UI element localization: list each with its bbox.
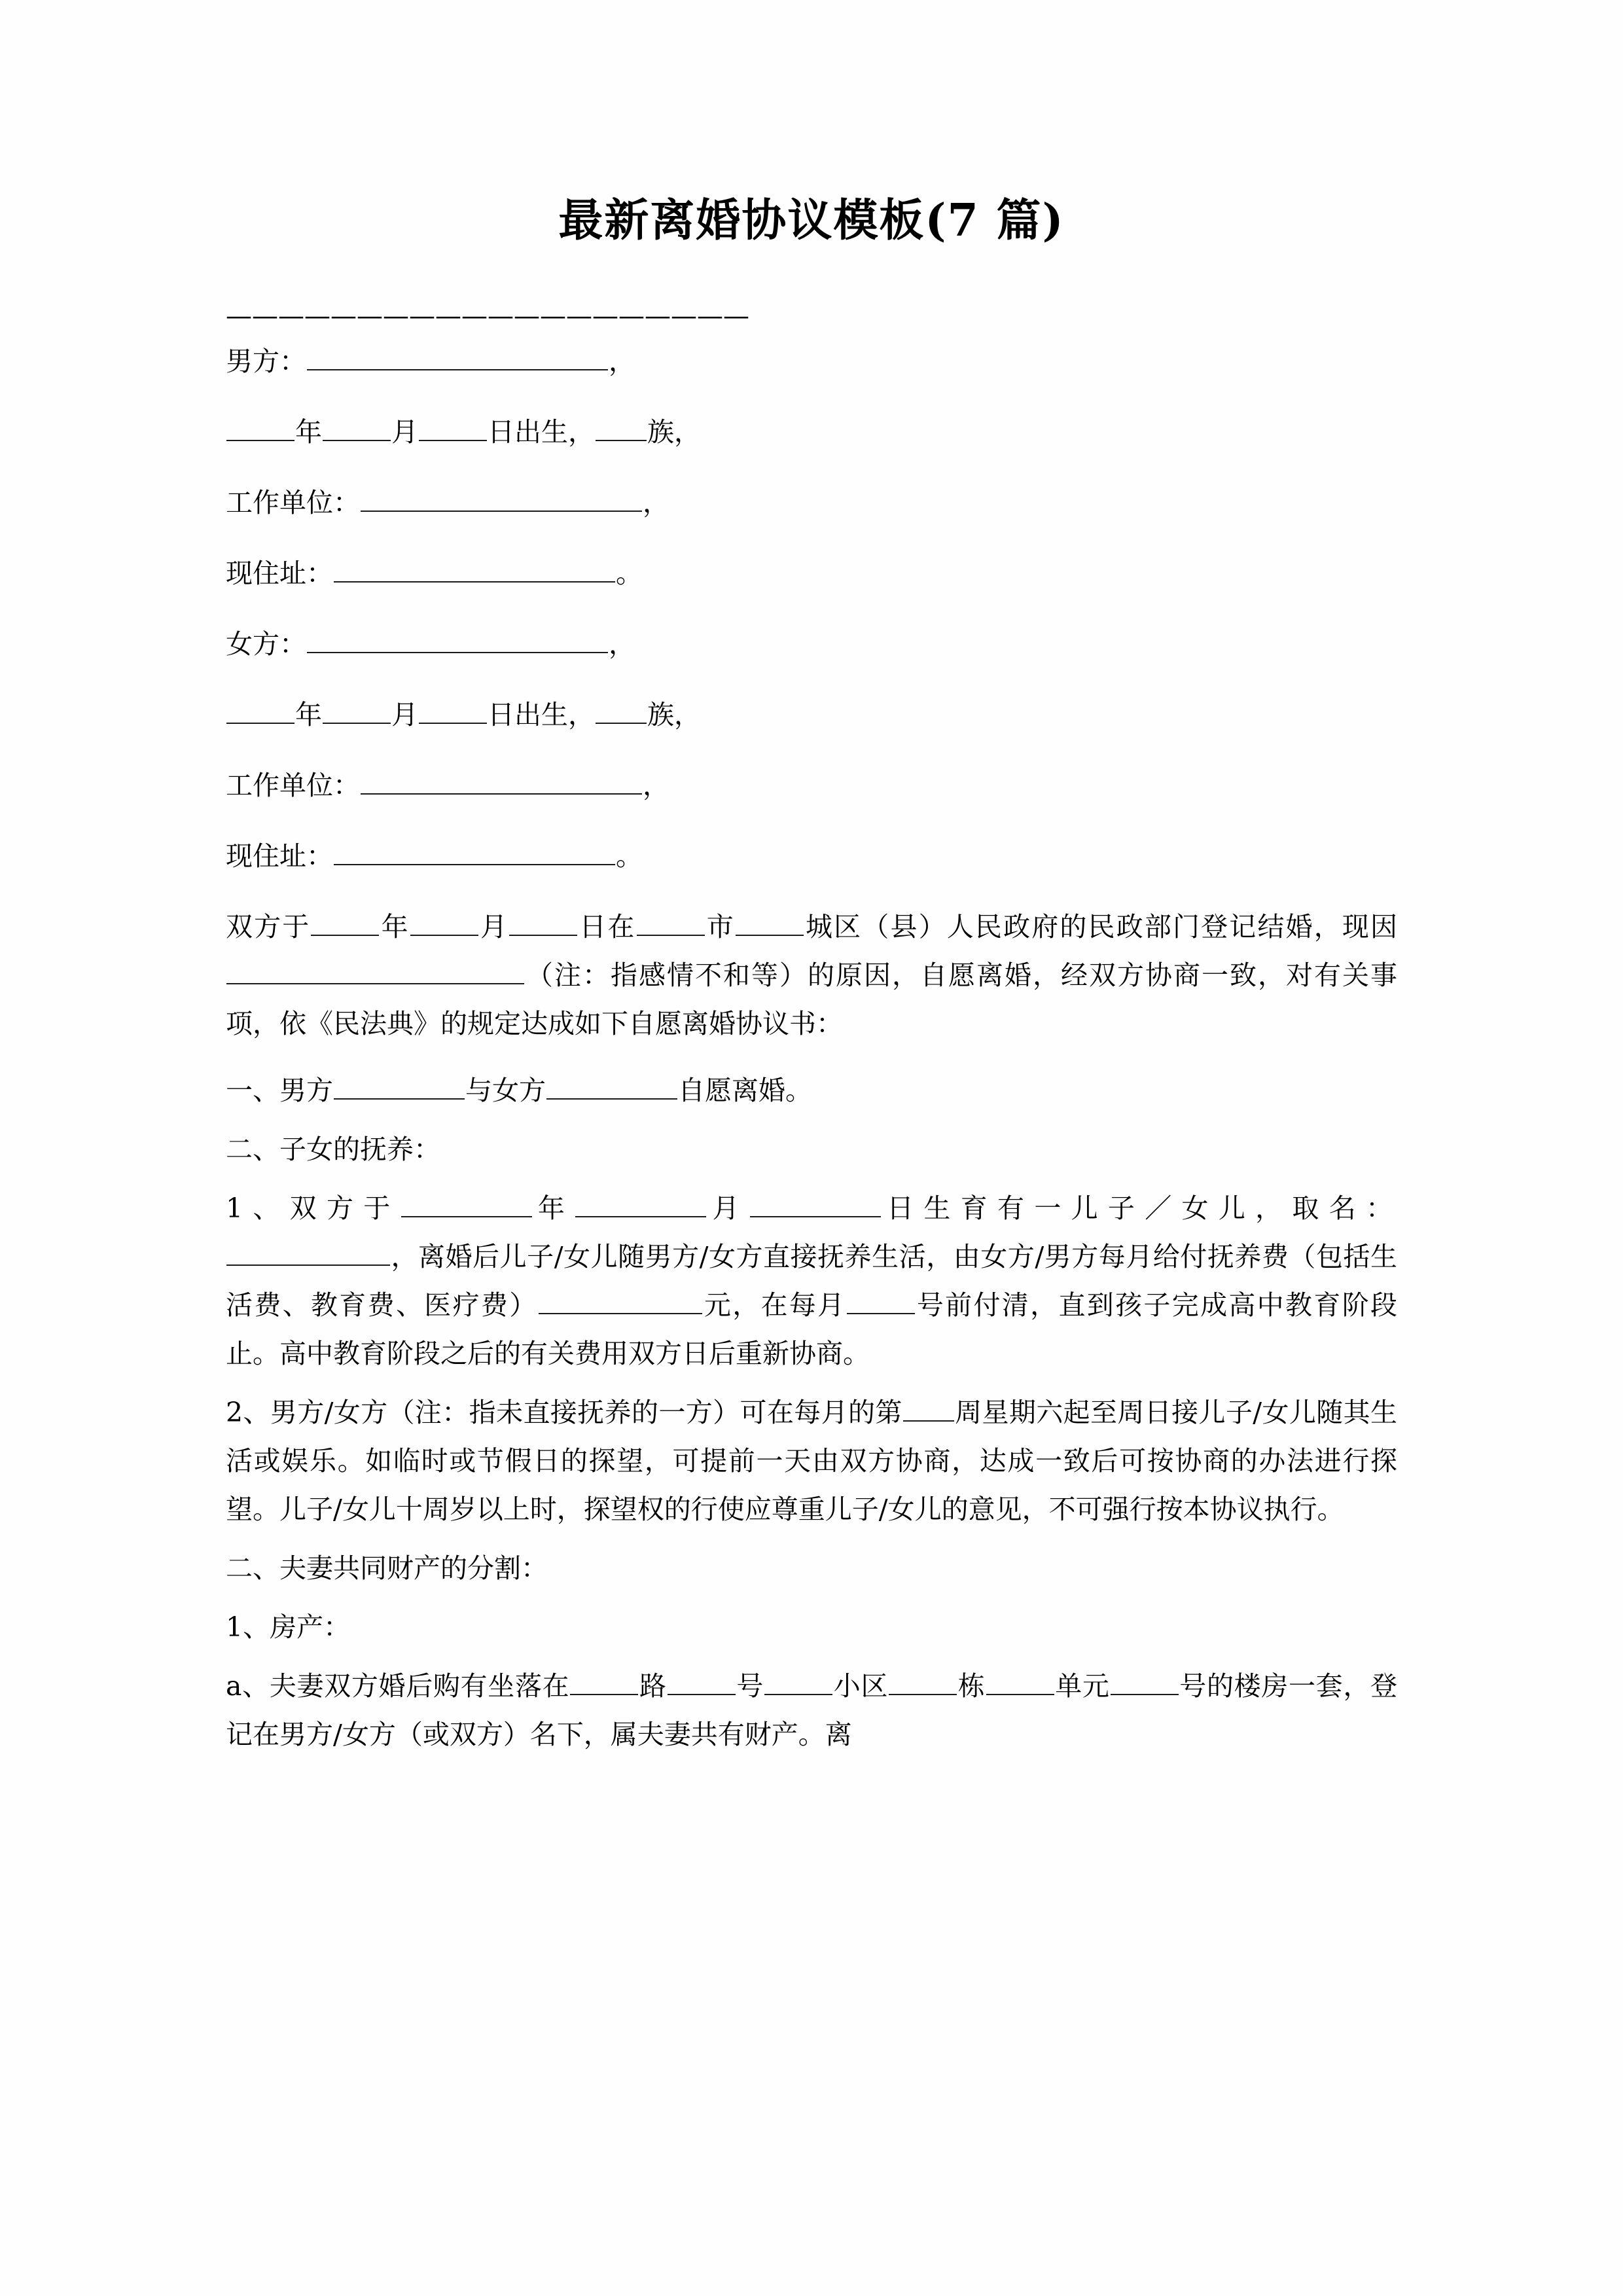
husband-birth-day-label: 日出生， <box>488 416 595 448</box>
custody-item-1-seg3: 月 <box>707 1192 749 1224</box>
wife-name-line <box>226 620 1397 668</box>
visitation-week-blank[interactable] <box>903 1391 954 1422</box>
marriage-district-blank[interactable] <box>736 906 804 936</box>
husband-workplace-line <box>226 478 1397 527</box>
husband-name-suffix: ， <box>609 345 635 377</box>
property-item-a-seg5: 栋 <box>957 1670 986 1702</box>
clause-one-suffix: 自愿离婚。 <box>678 1074 812 1106</box>
wife-birth-month-label: 月 <box>391 698 418 730</box>
page-title: 最新离婚协议模板(7 篇) <box>558 194 1065 247</box>
husband-name-blank[interactable] <box>307 340 608 370</box>
property-item-a-seg2: 路 <box>639 1670 667 1702</box>
custody-item-2-paragraph <box>226 1388 1397 1534</box>
custody-item-1-seg6: 元，在每月 <box>702 1289 846 1321</box>
husband-workplace-label: 工作单位： <box>226 486 360 518</box>
property-number-blank[interactable] <box>668 1665 736 1695</box>
preamble-seg5: 市 <box>705 910 735 942</box>
wife-birth-line <box>226 691 1397 739</box>
preamble-seg3: 月 <box>478 910 509 942</box>
clause-one-paragraph <box>226 1066 1397 1115</box>
husband-birth-day-blank[interactable] <box>419 411 487 441</box>
property-community-blank[interactable] <box>764 1665 832 1695</box>
support-payday-blank[interactable] <box>847 1284 915 1314</box>
property-heading: 二、夫妻共同财产的分割： <box>226 1552 548 1584</box>
marriage-city-blank[interactable] <box>637 906 705 936</box>
custody-item-2-seg2: 周星期六起至周日接儿子/女儿随其生活或娱乐。如临时或节假日的探望，可提前一天由双方协商，达成一致后可按协商的办法进行探望。儿子/女儿十周岁以上时，探望权的行使应尊重儿子/女儿的意见，不可强行按本协议执行。 <box>226 1396 1397 1525</box>
husband-address-line <box>226 549 1397 598</box>
property-item-a-paragraph <box>226 1662 1397 1759</box>
custody-item-1-seg7: 号前付清，直到孩子完成高中教育阶段止。高中教育阶段之后的有关费用双方日后重新协商。 <box>226 1289 1398 1369</box>
husband-workplace-blank[interactable] <box>361 482 642 512</box>
property-unit-blank[interactable] <box>986 1665 1054 1695</box>
husband-ethnicity-blank[interactable] <box>596 411 647 441</box>
husband-workplace-suffix: ， <box>643 486 669 518</box>
husband-name-label: 男方： <box>226 345 306 377</box>
custody-item-1-seg2: 年 <box>532 1192 575 1224</box>
wife-name-suffix: ， <box>609 628 635 660</box>
preamble-seg4: 日在 <box>578 910 636 942</box>
husband-birth-line <box>226 408 1397 456</box>
wife-birth-month-blank[interactable] <box>323 694 391 724</box>
property-item-a-seg3: 号 <box>736 1670 764 1702</box>
husband-ethnicity-label: 族， <box>647 416 701 448</box>
property-item-a-seg7: 号的楼房一套，登记在男方/女方（或双方）名下，属夫妻共有财产。离 <box>226 1670 1398 1750</box>
clause-one-husband-blank[interactable] <box>334 1069 465 1100</box>
custody-item-1-seg5: ，离婚后儿子/女儿随男方/女方直接抚养生活，由女方/男方每月给付抚养费（包括生活费、教育费、医疗费） <box>226 1240 1397 1321</box>
clause-one-middle: 与女方 <box>465 1074 546 1106</box>
husband-address-suffix: 。 <box>616 557 643 589</box>
marriage-month-blank[interactable] <box>410 906 478 936</box>
document-content <box>226 0 1397 1759</box>
custody-item-1-paragraph <box>226 1184 1397 1378</box>
property-road-blank[interactable] <box>570 1665 638 1695</box>
property-item-1-heading: 1、房产： <box>226 1611 351 1643</box>
husband-birth-month-blank[interactable] <box>323 411 391 441</box>
preamble-seg6: 城区（县）人民政府的民政部门登记结婚，现因 <box>804 910 1398 942</box>
horizontal-divider: ———————————————————— <box>226 302 749 331</box>
wife-birth-day-label: 日出生， <box>488 698 595 730</box>
wife-address-suffix: 。 <box>616 840 643 872</box>
husband-name-line <box>226 337 1397 386</box>
child-birth-month-blank[interactable] <box>575 1187 706 1217</box>
marriage-day-blank[interactable] <box>509 906 577 936</box>
husband-address-label: 现住址： <box>226 557 333 589</box>
property-item-a-seg6: 单元 <box>1054 1670 1110 1702</box>
wife-name-label: 女方： <box>226 628 306 660</box>
preamble-seg2: 年 <box>380 910 410 942</box>
clause-one-wife-blank[interactable] <box>546 1069 677 1100</box>
wife-workplace-label: 工作单位： <box>226 769 360 801</box>
custody-item-2-seg1: 2、男方/女方（注：指未直接抚养的一方）可在每月的第 <box>226 1396 902 1428</box>
property-building-blank[interactable] <box>889 1665 957 1695</box>
property-item-a-seg1: a、夫妻双方婚后购有坐落在 <box>226 1670 570 1702</box>
child-name-blank[interactable] <box>226 1236 390 1266</box>
wife-ethnicity-blank[interactable] <box>596 694 647 724</box>
wife-name-blank[interactable] <box>307 623 608 653</box>
wife-address-line <box>226 832 1397 880</box>
property-item-a-seg4: 小区 <box>833 1670 889 1702</box>
wife-workplace-suffix: ， <box>643 769 669 801</box>
clause-two-heading: 二、子女的抚养： <box>226 1133 440 1165</box>
property-room-blank[interactable] <box>1111 1665 1179 1695</box>
wife-workplace-blank[interactable] <box>361 764 642 795</box>
child-birth-day-blank[interactable] <box>750 1187 881 1217</box>
wife-ethnicity-label: 族， <box>647 698 701 730</box>
wife-address-blank[interactable] <box>334 835 615 865</box>
custody-item-1-seg4: 日生育有一儿子／女儿，取名： <box>881 1192 1398 1224</box>
marriage-year-blank[interactable] <box>311 906 379 936</box>
custody-item-1-seg1: 1、双方于 <box>226 1192 401 1224</box>
preamble-paragraph <box>226 903 1397 1048</box>
husband-birth-year-blank[interactable] <box>226 411 294 441</box>
husband-birth-month-label: 月 <box>391 416 418 448</box>
husband-address-blank[interactable] <box>334 552 615 583</box>
preamble-seg7: （注：指感情不和等）的原因，自愿离婚，经双方协商一致，对有关事项，依《民法典》的规定达成如下自愿离婚协议书： <box>226 959 1397 1039</box>
preamble-seg1: 双方于 <box>226 910 311 942</box>
wife-birth-year-label: 年 <box>295 698 322 730</box>
wife-address-label: 现住址： <box>226 840 333 872</box>
support-amount-blank[interactable] <box>539 1284 702 1314</box>
wife-birth-year-blank[interactable] <box>226 694 294 724</box>
wife-workplace-line <box>226 761 1397 810</box>
husband-birth-year-label: 年 <box>295 416 322 448</box>
child-birth-year-blank[interactable] <box>401 1187 532 1217</box>
clause-one-prefix: 一、男方 <box>226 1074 333 1106</box>
wife-birth-day-blank[interactable] <box>419 694 487 724</box>
divorce-reason-blank[interactable] <box>226 954 524 984</box>
